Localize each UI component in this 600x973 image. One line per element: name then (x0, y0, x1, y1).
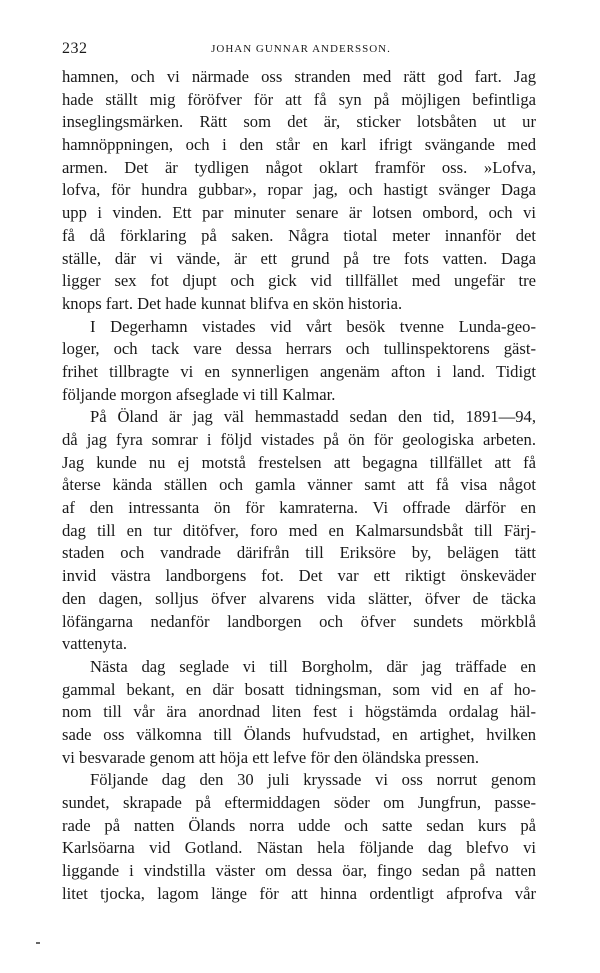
text-line: upp i vinden. Ett par minuter senare är lotsen ombord, och vi (62, 203, 536, 223)
text-line: litet tjocka, lagom länge för att hinna ordentligt afprofva vår (62, 883, 536, 903)
text-line: då jag fyra somrar i följd vistades på ön för geologiska arbeten. (62, 430, 536, 449)
page-number: 232 (62, 40, 88, 57)
text-line: gammal bekant, en där bosatt tidningsman, som vid en af ho- (62, 679, 536, 699)
text-line: loger, och tack vare dessa herrars och tullinspektorens gäst- (62, 339, 536, 359)
text-line: af den intressanta ön för kamraterna. Vi offrade därför en (62, 498, 536, 518)
text-line: hamnöppningen, och i den står en karl ifrigt svängande med (62, 135, 536, 155)
text-line: lofva, för hundra gubbar», ropar jag, och hastigt svänger Daga (62, 180, 536, 200)
text-line: vi besvarade genom att höja ett lefve för den öländska pressen. (62, 747, 479, 767)
text-line: ställe, där vi vände, är ett grund på tre fots vatten. Daga (62, 248, 536, 268)
text-line: armen. Det är tydligen något oklart framför oss. »Lofva, (62, 157, 536, 177)
text-line: Jag kunde nu ej motstå frestelsen att begagna tillfället att få (62, 452, 536, 472)
text-line: sundet, skrapade på eftermiddagen söder om Jungfrun, passe- (62, 793, 536, 812)
text-line: hade ställt mig föröfver för att få syn på möjligen befintliga (62, 89, 536, 109)
body-text (62, 66, 536, 905)
text-line: få då förklaring på saken. Några tiotal meter innanför det (62, 225, 536, 245)
text-line: invid västra landborgens fot. Det var ett riktigt önskeväder (62, 566, 536, 586)
text-line: dag till en tur ditöfver, foro med en Kalmarsundsbåt till Färj- (62, 520, 536, 540)
text-line: sade oss välkomna till Ölands hufvudstad, en artighet, hvilken (62, 724, 536, 744)
running-head (62, 40, 540, 60)
text-line: I Degerhamn vistades vid vårt besök tvenne Lunda-geo- (90, 316, 536, 336)
page-smudge (36, 942, 40, 944)
text-line: Nästa dag seglade vi till Borgholm, där jag träffade en (90, 656, 536, 676)
text-line: den dagen, solljus öfver alvarens vida slätter, öfver de täcka (62, 588, 536, 608)
text-line: knops fart. Det hade kunnat blifva en skön historia. (62, 293, 403, 313)
text-line: nom till vår ära anordnad liten fest i högstämda ordalag häl- (62, 702, 536, 722)
text-line: staden och vandrade därifrån till Eriksöre by, belägen tätt (62, 543, 536, 563)
text-line: löfängarna nedanför landborgen och öfver sundets mörkblå (62, 611, 536, 631)
text-line: Karlsöarna vid Gotland. Nästan hela följande dag blefvo vi (62, 838, 536, 858)
text-line: vattenyta. (62, 634, 127, 654)
text-line: inseglingsmärken. Rätt som det är, sticker lotsbåten ut ur (62, 112, 536, 132)
text-line: rade på natten Ölands norra udde och satte sedan kurs på (62, 815, 536, 835)
text-line: hamnen, och vi närmade oss stranden med rätt god fart. Jag (62, 67, 536, 86)
running-title: JOHAN GUNNAR ANDERSSON. (211, 43, 391, 55)
text-line: liggande i vindstilla väster om dessa öar, fingo sedan på natten (62, 861, 536, 881)
text-line: följande morgon afseglade vi till Kalmar. (62, 384, 336, 404)
text-line: På Öland är jag väl hemmastadd sedan den tid, 1891—94, (90, 407, 536, 427)
text-line: Följande dag den 30 juli kryssade vi oss norrut genom (90, 770, 536, 790)
text-line: återse kända ställen och gamla vänner samt att få visa något (62, 475, 536, 495)
text-line: frihet tillbragte vi en synnerligen angenäm afton i land. Tidigt (62, 361, 536, 381)
text-line: ligger sex fot djupt och gick vid tillfället med ungefär tre (62, 271, 536, 291)
